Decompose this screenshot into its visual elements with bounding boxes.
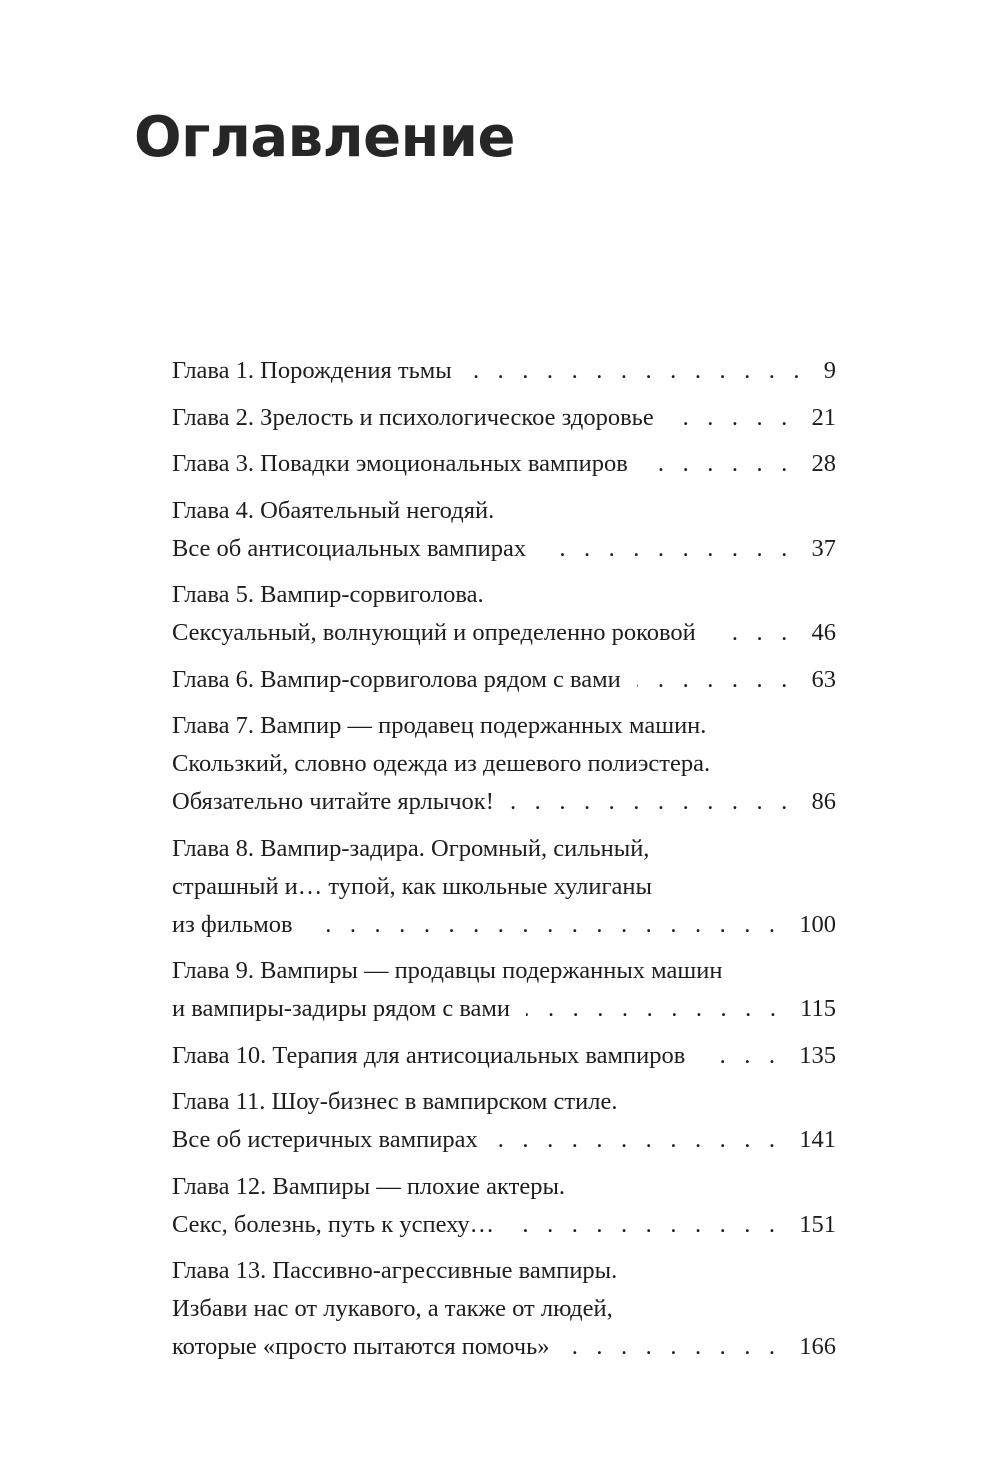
dot-leader <box>526 990 782 1028</box>
toc-entry[interactable] <box>172 661 836 699</box>
toc-page-number: 46 <box>811 619 836 646</box>
toc-entry-line <box>172 868 836 906</box>
toc-page-number: 21 <box>811 403 836 431</box>
toc-page-number: 166 <box>799 1333 836 1360</box>
toc-page-number: 100 <box>799 910 836 938</box>
toc-entry-line <box>172 830 836 868</box>
toc-entry-title: Глава 5. Вампир-сорвиголова. <box>172 581 484 608</box>
toc-entry[interactable] <box>172 707 836 821</box>
toc-entry-title: Глава 1. Порождения тьмы <box>172 357 452 384</box>
toc-entry-title: Избави нас от лукавого, а также от людей, <box>172 1295 613 1322</box>
toc-entry-line <box>172 1328 836 1366</box>
dot-leader <box>712 614 794 652</box>
toc-entry-title: Глава 8. Вампир-задира. Огромный, сильный, <box>172 834 650 862</box>
dot-leader <box>309 906 782 944</box>
toc-entry-line <box>172 1290 836 1328</box>
toc-entry-line <box>172 352 836 390</box>
table-of-contents <box>172 352 836 1375</box>
toc-entry-line <box>172 661 836 699</box>
toc-entry-title: Глава 12. Вампиры — плохие актеры. <box>172 1172 566 1200</box>
toc-entry-line <box>172 1037 836 1075</box>
dot-leader <box>542 530 793 568</box>
toc-entry[interactable] <box>172 445 836 483</box>
toc-entry-line <box>172 783 836 821</box>
dot-leader <box>510 1206 781 1244</box>
toc-entry-title: из фильмов <box>172 910 293 938</box>
toc-page-number: 135 <box>799 1041 836 1069</box>
dot-leader <box>701 1037 781 1075</box>
toc-entry-title: Все об истеричных вампирах <box>172 1126 478 1153</box>
toc-entry-title: и вампиры-задиры рядом с вами <box>172 995 511 1022</box>
toc-entry[interactable] <box>172 399 836 437</box>
dot-leader <box>670 399 794 437</box>
toc-entry-title: Все об антисоциальных вампирах <box>172 534 527 562</box>
toc-entry-line <box>172 906 836 944</box>
toc-entry-title: Глава 10. Терапия для антисоциальных вампиров <box>172 1041 686 1069</box>
toc-entry-title: Глава 6. Вампир-сорвиголова рядом с вами <box>172 665 621 693</box>
toc-entry-title: Глава 7. Вампир — продавец подержанных машин. <box>172 712 707 739</box>
dot-leader <box>494 1121 781 1159</box>
toc-entry[interactable] <box>172 492 836 568</box>
toc-entry-title: Глава 3. Повадки эмоциональных вампиров <box>172 450 628 477</box>
toc-entry-line <box>172 1168 836 1206</box>
toc-entry-title: Обязательно читайте ярлычок! <box>172 788 494 815</box>
toc-entry-line <box>172 614 836 652</box>
toc-entry-title: Секс, болезнь, путь к успеху… <box>172 1210 495 1238</box>
toc-page-number: 115 <box>800 995 836 1022</box>
toc-entry-line <box>172 1252 836 1290</box>
toc-entry-title: Скользкий, словно одежда из дешевого полиэстера. <box>172 750 711 777</box>
toc-entry[interactable] <box>172 1083 836 1159</box>
toc-entry-line <box>172 707 836 745</box>
toc-entry-title: Сексуальный, волнующий и определенно роковой <box>172 619 696 646</box>
toc-entry-line <box>172 1121 836 1159</box>
toc-entry[interactable] <box>172 1037 836 1075</box>
toc-entry-line <box>172 399 836 437</box>
toc-entry-line <box>172 445 836 483</box>
toc-entry-title: Глава 11. Шоу-бизнес в вампирском стиле. <box>172 1088 618 1115</box>
toc-entry[interactable] <box>172 952 836 1028</box>
toc-entry[interactable] <box>172 1252 836 1366</box>
toc-entry-line <box>172 1206 836 1244</box>
toc-entry-line <box>172 492 836 530</box>
toc-entry-title: Глава 13. Пассивно-агрессивные вампиры. <box>172 1257 618 1284</box>
dot-leader <box>510 783 794 821</box>
dot-leader <box>637 661 794 699</box>
toc-page-number: 28 <box>811 450 836 477</box>
toc-page-number: 37 <box>811 534 836 562</box>
toc-entry-title: которые «просто пытаются помочь» <box>172 1333 550 1360</box>
toc-entry-line <box>172 745 836 783</box>
toc-entry[interactable] <box>172 576 836 652</box>
toc-entry-line <box>172 1083 836 1121</box>
toc-page-number: 9 <box>823 357 836 384</box>
toc-page-number: 141 <box>799 1126 836 1153</box>
toc-entry[interactable] <box>172 352 836 390</box>
toc-entry-line <box>172 530 836 568</box>
toc-entry-line <box>172 576 836 614</box>
toc-entry-title: Глава 2. Зрелость и психологическое здоровье <box>172 403 654 431</box>
toc-page-number: 63 <box>811 665 836 693</box>
toc-entry-title: Глава 4. Обаятельный негодяй. <box>172 496 495 524</box>
toc-page-number: 86 <box>811 788 836 815</box>
toc-entry-line <box>172 952 836 990</box>
dot-leader <box>644 445 794 483</box>
toc-entry-line <box>172 990 836 1028</box>
toc-entry-title: Глава 9. Вампиры — продавцы подержанных машин <box>172 957 723 984</box>
toc-entry[interactable] <box>172 830 836 944</box>
page-title: Оглавление <box>134 105 516 170</box>
toc-page-number: 151 <box>799 1210 836 1238</box>
dot-leader <box>566 1328 782 1366</box>
toc-entry[interactable] <box>172 1168 836 1244</box>
toc-entry-title: страшный и… тупой, как школьные хулиганы <box>172 872 652 900</box>
dot-leader <box>468 352 806 390</box>
